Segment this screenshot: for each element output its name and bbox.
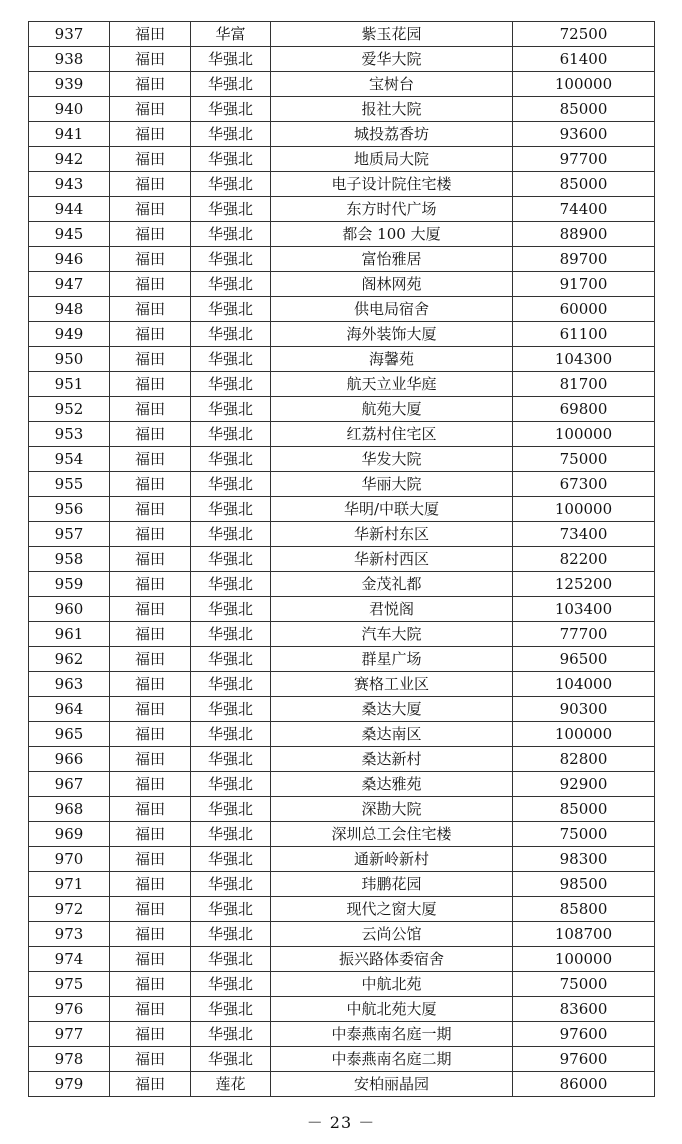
- price-cell: 75000: [513, 822, 655, 847]
- price-cell: 89700: [513, 247, 655, 272]
- price-cell: 85000: [513, 797, 655, 822]
- row-number-cell: 978: [29, 1047, 110, 1072]
- row-number-cell: 960: [29, 597, 110, 622]
- community-name-cell: 深勘大院: [271, 797, 513, 822]
- district-cell: 福田: [110, 397, 191, 422]
- area-cell: 华强北: [191, 297, 271, 322]
- community-name-cell: 桑达新村: [271, 747, 513, 772]
- row-number-cell: 972: [29, 897, 110, 922]
- row-number-cell: 969: [29, 822, 110, 847]
- table-row: [29, 272, 655, 297]
- row-number-cell: 966: [29, 747, 110, 772]
- area-cell: 华强北: [191, 122, 271, 147]
- row-number-cell: 950: [29, 347, 110, 372]
- area-cell: 华强北: [191, 222, 271, 247]
- price-cell: 96500: [513, 647, 655, 672]
- row-number-cell: 954: [29, 447, 110, 472]
- community-name-cell: 都会 100 大厦: [271, 222, 513, 247]
- price-cell: 92900: [513, 772, 655, 797]
- community-name-cell: 桑达雅苑: [271, 772, 513, 797]
- area-cell: 华强北: [191, 247, 271, 272]
- area-cell: 华强北: [191, 847, 271, 872]
- district-cell: 福田: [110, 572, 191, 597]
- price-cell: 60000: [513, 297, 655, 322]
- price-cell: 82800: [513, 747, 655, 772]
- price-cell: 97600: [513, 1047, 655, 1072]
- page-number: － 23 －: [306, 1113, 376, 1132]
- row-number-cell: 970: [29, 847, 110, 872]
- price-cell: 85800: [513, 897, 655, 922]
- community-name-cell: 深圳总工会住宅楼: [271, 822, 513, 847]
- row-number-cell: 962: [29, 647, 110, 672]
- row-number-cell: 973: [29, 922, 110, 947]
- district-cell: 福田: [110, 897, 191, 922]
- price-cell: 100000: [513, 422, 655, 447]
- row-number-cell: 963: [29, 672, 110, 697]
- community-name-cell: 华发大院: [271, 447, 513, 472]
- district-cell: 福田: [110, 622, 191, 647]
- area-cell: 华强北: [191, 372, 271, 397]
- table-row: [29, 372, 655, 397]
- row-number-cell: 939: [29, 72, 110, 97]
- area-cell: 华强北: [191, 972, 271, 997]
- price-cell: 97700: [513, 147, 655, 172]
- table-row: [29, 1047, 655, 1072]
- table-row: [29, 347, 655, 372]
- community-name-cell: 玮鹏花园: [271, 872, 513, 897]
- community-name-cell: 爱华大院: [271, 47, 513, 72]
- community-name-cell: 中泰燕南名庭一期: [271, 1022, 513, 1047]
- row-number-cell: 957: [29, 522, 110, 547]
- area-cell: 华强北: [191, 997, 271, 1022]
- price-cell: 103400: [513, 597, 655, 622]
- area-cell: 华强北: [191, 322, 271, 347]
- row-number-cell: 938: [29, 47, 110, 72]
- district-cell: 福田: [110, 347, 191, 372]
- area-cell: 华强北: [191, 497, 271, 522]
- district-cell: 福田: [110, 172, 191, 197]
- price-cell: 100000: [513, 722, 655, 747]
- row-number-cell: 943: [29, 172, 110, 197]
- table-row: [29, 822, 655, 847]
- area-cell: 华强北: [191, 1022, 271, 1047]
- table-row: [29, 447, 655, 472]
- community-name-cell: 中泰燕南名庭二期: [271, 1047, 513, 1072]
- community-name-cell: 海外装饰大厦: [271, 322, 513, 347]
- price-cell: 90300: [513, 697, 655, 722]
- area-cell: 华强北: [191, 172, 271, 197]
- row-number-cell: 941: [29, 122, 110, 147]
- district-cell: 福田: [110, 497, 191, 522]
- row-number-cell: 956: [29, 497, 110, 522]
- district-cell: 福田: [110, 47, 191, 72]
- price-cell: 85000: [513, 97, 655, 122]
- table-row: [29, 772, 655, 797]
- table-row: [29, 172, 655, 197]
- area-cell: 华强北: [191, 922, 271, 947]
- price-cell: 108700: [513, 922, 655, 947]
- district-cell: 福田: [110, 97, 191, 122]
- row-number-cell: 959: [29, 572, 110, 597]
- community-name-cell: 地质局大院: [271, 147, 513, 172]
- row-number-cell: 979: [29, 1072, 110, 1097]
- row-number-cell: 976: [29, 997, 110, 1022]
- table-body: [29, 22, 655, 1097]
- price-cell: 98300: [513, 847, 655, 872]
- area-cell: 华强北: [191, 347, 271, 372]
- district-cell: 福田: [110, 272, 191, 297]
- district-cell: 福田: [110, 422, 191, 447]
- table-row: [29, 97, 655, 122]
- community-name-cell: 通新岭新村: [271, 847, 513, 872]
- community-name-cell: 金茂礼都: [271, 572, 513, 597]
- table-row: [29, 847, 655, 872]
- community-name-cell: 红荔村住宅区: [271, 422, 513, 447]
- price-cell: 74400: [513, 197, 655, 222]
- price-cell: 61400: [513, 47, 655, 72]
- price-cell: 85000: [513, 172, 655, 197]
- district-cell: 福田: [110, 222, 191, 247]
- row-number-cell: 944: [29, 197, 110, 222]
- area-cell: 华强北: [191, 647, 271, 672]
- price-cell: 100000: [513, 72, 655, 97]
- row-number-cell: 968: [29, 797, 110, 822]
- district-cell: 福田: [110, 872, 191, 897]
- table-row: [29, 897, 655, 922]
- area-cell: 华强北: [191, 672, 271, 697]
- community-name-cell: 电子设计院住宅楼: [271, 172, 513, 197]
- table-row: [29, 47, 655, 72]
- district-cell: 福田: [110, 722, 191, 747]
- area-cell: 华强北: [191, 622, 271, 647]
- table-row: [29, 947, 655, 972]
- community-name-cell: 富怡雅居: [271, 247, 513, 272]
- area-cell: 华强北: [191, 472, 271, 497]
- price-cell: 125200: [513, 572, 655, 597]
- district-cell: 福田: [110, 1022, 191, 1047]
- district-cell: 福田: [110, 72, 191, 97]
- district-cell: 福田: [110, 197, 191, 222]
- price-cell: 77700: [513, 622, 655, 647]
- area-cell: 华强北: [191, 397, 271, 422]
- community-name-cell: 海馨苑: [271, 347, 513, 372]
- price-table: [28, 21, 655, 1097]
- district-cell: 福田: [110, 747, 191, 772]
- district-cell: 福田: [110, 372, 191, 397]
- area-cell: 华强北: [191, 447, 271, 472]
- area-cell: 华强北: [191, 722, 271, 747]
- price-cell: 75000: [513, 972, 655, 997]
- price-cell: 100000: [513, 497, 655, 522]
- community-name-cell: 桑达大厦: [271, 697, 513, 722]
- area-cell: 华强北: [191, 897, 271, 922]
- area-cell: 华强北: [191, 197, 271, 222]
- table-row: [29, 297, 655, 322]
- row-number-cell: 965: [29, 722, 110, 747]
- table-row: [29, 672, 655, 697]
- row-number-cell: 951: [29, 372, 110, 397]
- row-number-cell: 975: [29, 972, 110, 997]
- price-cell: 97600: [513, 1022, 655, 1047]
- table-row: [29, 547, 655, 572]
- table-row: [29, 622, 655, 647]
- community-name-cell: 华丽大院: [271, 472, 513, 497]
- price-cell: 83600: [513, 997, 655, 1022]
- community-name-cell: 供电局宿舍: [271, 297, 513, 322]
- table-row: [29, 472, 655, 497]
- row-number-cell: 955: [29, 472, 110, 497]
- community-name-cell: 群星广场: [271, 647, 513, 672]
- area-cell: 华强北: [191, 272, 271, 297]
- community-name-cell: 宝树台: [271, 72, 513, 97]
- row-number-cell: 964: [29, 697, 110, 722]
- community-name-cell: 中航北苑大厦: [271, 997, 513, 1022]
- area-cell: 华强北: [191, 1047, 271, 1072]
- district-cell: 福田: [110, 972, 191, 997]
- table-row: [29, 572, 655, 597]
- table-row: [29, 697, 655, 722]
- row-number-cell: 937: [29, 22, 110, 47]
- price-cell: 73400: [513, 522, 655, 547]
- area-cell: 华强北: [191, 597, 271, 622]
- row-number-cell: 971: [29, 872, 110, 897]
- district-cell: 福田: [110, 997, 191, 1022]
- community-name-cell: 汽车大院: [271, 622, 513, 647]
- community-name-cell: 君悦阁: [271, 597, 513, 622]
- row-number-cell: 940: [29, 97, 110, 122]
- area-cell: 华强北: [191, 697, 271, 722]
- price-cell: 104300: [513, 347, 655, 372]
- price-cell: 67300: [513, 472, 655, 497]
- area-cell: 华强北: [191, 797, 271, 822]
- community-name-cell: 华新村西区: [271, 547, 513, 572]
- table-row: [29, 872, 655, 897]
- district-cell: 福田: [110, 297, 191, 322]
- area-cell: 华强北: [191, 422, 271, 447]
- area-cell: 华强北: [191, 822, 271, 847]
- district-cell: 福田: [110, 1047, 191, 1072]
- area-cell: 莲花: [191, 1072, 271, 1097]
- table-row: [29, 72, 655, 97]
- price-cell: 93600: [513, 122, 655, 147]
- community-name-cell: 桑达南区: [271, 722, 513, 747]
- row-number-cell: 945: [29, 222, 110, 247]
- row-number-cell: 948: [29, 297, 110, 322]
- community-name-cell: 城投荔香坊: [271, 122, 513, 147]
- district-cell: 福田: [110, 947, 191, 972]
- community-name-cell: 华明/中联大厦: [271, 497, 513, 522]
- row-number-cell: 967: [29, 772, 110, 797]
- community-name-cell: 振兴路体委宿舍: [271, 947, 513, 972]
- district-cell: 福田: [110, 522, 191, 547]
- area-cell: 华强北: [191, 72, 271, 97]
- community-name-cell: 东方时代广场: [271, 197, 513, 222]
- district-cell: 福田: [110, 322, 191, 347]
- price-cell: 82200: [513, 547, 655, 572]
- table-row: [29, 422, 655, 447]
- community-name-cell: 安柏丽晶园: [271, 1072, 513, 1097]
- row-number-cell: 946: [29, 247, 110, 272]
- district-cell: 福田: [110, 697, 191, 722]
- area-cell: 华强北: [191, 947, 271, 972]
- table-row: [29, 997, 655, 1022]
- price-cell: 61100: [513, 322, 655, 347]
- table-row: [29, 122, 655, 147]
- community-name-cell: 中航北苑: [271, 972, 513, 997]
- area-cell: 华强北: [191, 147, 271, 172]
- price-cell: 88900: [513, 222, 655, 247]
- district-cell: 福田: [110, 797, 191, 822]
- table-row: [29, 322, 655, 347]
- price-cell: 75000: [513, 447, 655, 472]
- community-name-cell: 赛格工业区: [271, 672, 513, 697]
- price-cell: 86000: [513, 1072, 655, 1097]
- community-name-cell: 华新村东区: [271, 522, 513, 547]
- community-name-cell: 紫玉花园: [271, 22, 513, 47]
- table-row: [29, 647, 655, 672]
- district-cell: 福田: [110, 547, 191, 572]
- area-cell: 华强北: [191, 772, 271, 797]
- area-cell: 华强北: [191, 547, 271, 572]
- row-number-cell: 961: [29, 622, 110, 647]
- table-row: [29, 922, 655, 947]
- area-cell: 华强北: [191, 522, 271, 547]
- price-cell: 72500: [513, 22, 655, 47]
- row-number-cell: 953: [29, 422, 110, 447]
- price-cell: 104000: [513, 672, 655, 697]
- area-cell: 华强北: [191, 747, 271, 772]
- table-row: [29, 747, 655, 772]
- price-cell: 69800: [513, 397, 655, 422]
- table-row: [29, 397, 655, 422]
- district-cell: 福田: [110, 822, 191, 847]
- table-row: [29, 247, 655, 272]
- table-row: [29, 222, 655, 247]
- price-cell: 91700: [513, 272, 655, 297]
- price-cell: 100000: [513, 947, 655, 972]
- district-cell: 福田: [110, 447, 191, 472]
- community-name-cell: 航天立业华庭: [271, 372, 513, 397]
- community-name-cell: 航苑大厦: [271, 397, 513, 422]
- table-row: [29, 797, 655, 822]
- row-number-cell: 947: [29, 272, 110, 297]
- row-number-cell: 942: [29, 147, 110, 172]
- district-cell: 福田: [110, 647, 191, 672]
- table-row: [29, 22, 655, 47]
- area-cell: 华强北: [191, 572, 271, 597]
- price-cell: 81700: [513, 372, 655, 397]
- district-cell: 福田: [110, 147, 191, 172]
- table-row: [29, 497, 655, 522]
- district-cell: 福田: [110, 247, 191, 272]
- district-cell: 福田: [110, 122, 191, 147]
- district-cell: 福田: [110, 1072, 191, 1097]
- area-cell: 华强北: [191, 97, 271, 122]
- table-row: [29, 1022, 655, 1047]
- row-number-cell: 949: [29, 322, 110, 347]
- row-number-cell: 974: [29, 947, 110, 972]
- district-cell: 福田: [110, 597, 191, 622]
- row-number-cell: 977: [29, 1022, 110, 1047]
- district-cell: 福田: [110, 922, 191, 947]
- table-row: [29, 722, 655, 747]
- table-row: [29, 597, 655, 622]
- row-number-cell: 958: [29, 547, 110, 572]
- price-cell: 98500: [513, 872, 655, 897]
- community-name-cell: 现代之窗大厦: [271, 897, 513, 922]
- area-cell: 华强北: [191, 47, 271, 72]
- table-row: [29, 197, 655, 222]
- area-cell: 华强北: [191, 872, 271, 897]
- district-cell: 福田: [110, 772, 191, 797]
- district-cell: 福田: [110, 472, 191, 497]
- area-cell: 华富: [191, 22, 271, 47]
- district-cell: 福田: [110, 847, 191, 872]
- table-row: [29, 972, 655, 997]
- district-cell: 福田: [110, 672, 191, 697]
- district-cell: 福田: [110, 22, 191, 47]
- community-name-cell: 报社大院: [271, 97, 513, 122]
- community-name-cell: 云尚公馆: [271, 922, 513, 947]
- table-row: [29, 1072, 655, 1097]
- row-number-cell: 952: [29, 397, 110, 422]
- community-name-cell: 阁林网苑: [271, 272, 513, 297]
- table-row: [29, 147, 655, 172]
- table-row: [29, 522, 655, 547]
